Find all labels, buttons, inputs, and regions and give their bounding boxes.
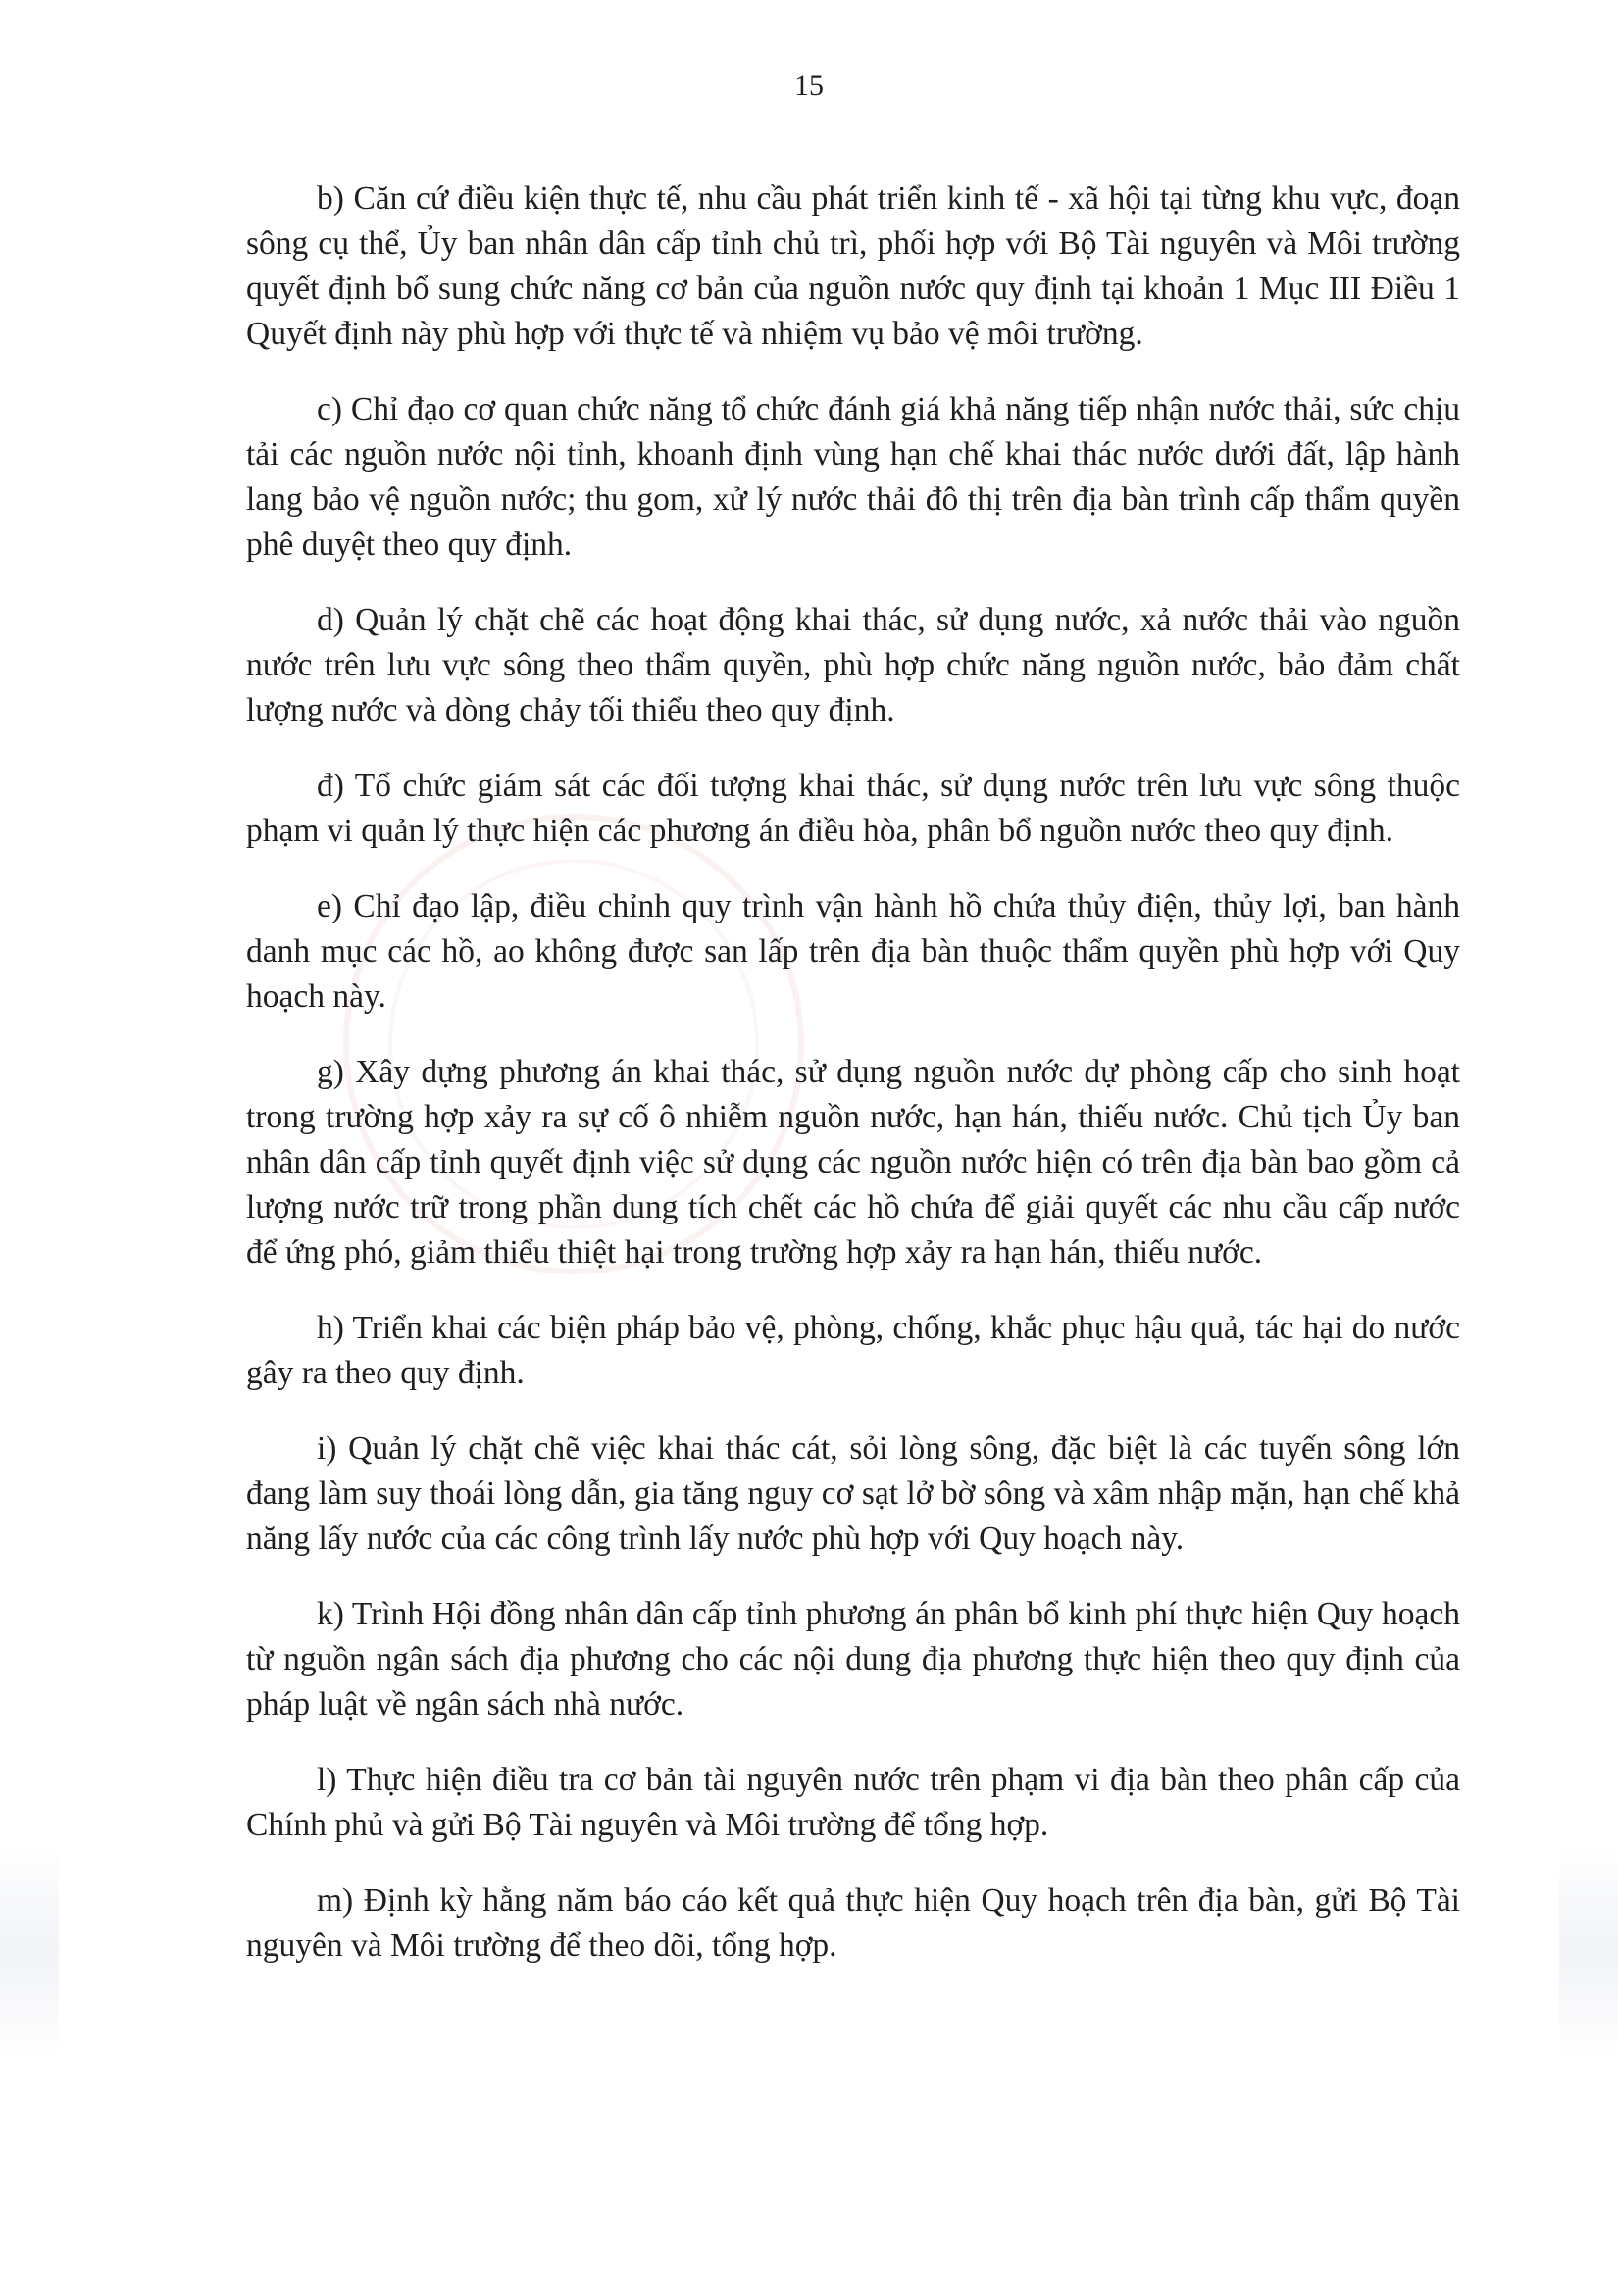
document-body	[246, 176, 1460, 1999]
paragraph-c: c) Chỉ đạo cơ quan chức năng tổ chức đánh giá khả năng tiếp nhận nước thải, sức chịu tải các nguồn nước nội tỉnh, khoanh định vùng hạn chế khai thác nước dưới đất, lập hành lang bảo vệ nguồn nước; thu gom, xử lý nước thải đô thị trên địa bàn trình cấp thẩm quyền phê duyệt theo quy định.	[246, 391, 1460, 563]
paragraph-h: h) Triển khai các biện pháp bảo vệ, phòng, chống, khắc phục hậu quả, tác hại do nước gây ra theo quy định.	[246, 1310, 1460, 1391]
paragraph-l: l) Thực hiện điều tra cơ bản tài nguyên nước trên phạm vi địa bàn theo phân cấp của Chính phủ và gửi Bộ Tài nguyên và Môi trường để tổng hợp.	[246, 1762, 1460, 1843]
paragraph-b: b) Căn cứ điều kiện thực tế, nhu cầu phát triển kinh tế - xã hội tại từng khu vực, đoạn sông cụ thể, Ủy ban nhân dân cấp tỉnh chủ trì, phối hợp với Bộ Tài nguyên và Môi trường quyết định bổ sung chức năng cơ bản của nguồn nước quy định tại khoản 1 Mục III Điều 1 Quyết định này phù hợp với thực tế và nhiệm vụ bảo vệ môi trường.	[246, 180, 1460, 352]
page-number: 15	[794, 70, 824, 102]
scan-edge-shadow-left	[0, 1843, 59, 2059]
paragraph-dd: đ) Tổ chức giám sát các đối tượng khai thác, sử dụng nước trên lưu vực sông thuộc phạm vi quản lý thực hiện các phương án điều hòa, phân bổ nguồn nước theo quy định.	[246, 768, 1460, 849]
paragraph-m: m) Định kỳ hằng năm báo cáo kết quả thực hiện Quy hoạch trên địa bàn, gửi Bộ Tài nguyên và Môi trường để theo dõi, tổng hợp.	[246, 1882, 1460, 1964]
scan-edge-shadow-right	[1559, 1843, 1618, 2059]
paragraph-g: g) Xây dựng phương án khai thác, sử dụng nguồn nước dự phòng cấp cho sinh hoạt trong trường hợp xảy ra sự cố ô nhiễm nguồn nước, hạn hán, thiếu nước. Chủ tịch Ủy ban nhân dân cấp tỉnh quyết định việc sử dụng các nguồn nước hiện có trên địa bàn bao gồm cả lượng nước trữ trong phần dung tích chết các hồ chứa để giải quyết các nhu cầu cấp nước để ứng phó, giảm thiểu thiệt hại trong trường hợp xảy ra hạn hán, thiếu nước.	[246, 1054, 1460, 1271]
paragraph-i: i) Quản lý chặt chẽ việc khai thác cát, sỏi lòng sông, đặc biệt là các tuyến sông lớn đang làm suy thoái lòng dẫn, gia tăng nguy cơ sạt lở bờ sông và xâm nhập mặn, hạn chế khả năng lấy nước của các công trình lấy nước phù hợp với Quy hoạch này.	[246, 1430, 1460, 1557]
paragraph-d: d) Quản lý chặt chẽ các hoạt động khai thác, sử dụng nước, xả nước thải vào nguồn nước trên lưu vực sông theo thẩm quyền, phù hợp chức năng nguồn nước, bảo đảm chất lượng nước và dòng chảy tối thiểu theo quy định.	[246, 602, 1460, 728]
paragraph-e: e) Chỉ đạo lập, điều chỉnh quy trình vận hành hồ chứa thủy điện, thủy lợi, ban hành danh mục các hồ, ao không được san lấp trên địa bàn thuộc thẩm quyền phù hợp với Quy hoạch này.	[246, 888, 1460, 1015]
paragraph-k: k) Trình Hội đồng nhân dân cấp tỉnh phương án phân bổ kinh phí thực hiện Quy hoạch từ nguồn ngân sách địa phương cho các nội dung địa phương thực hiện theo quy định của pháp luật về ngân sách nhà nước.	[246, 1596, 1460, 1722]
